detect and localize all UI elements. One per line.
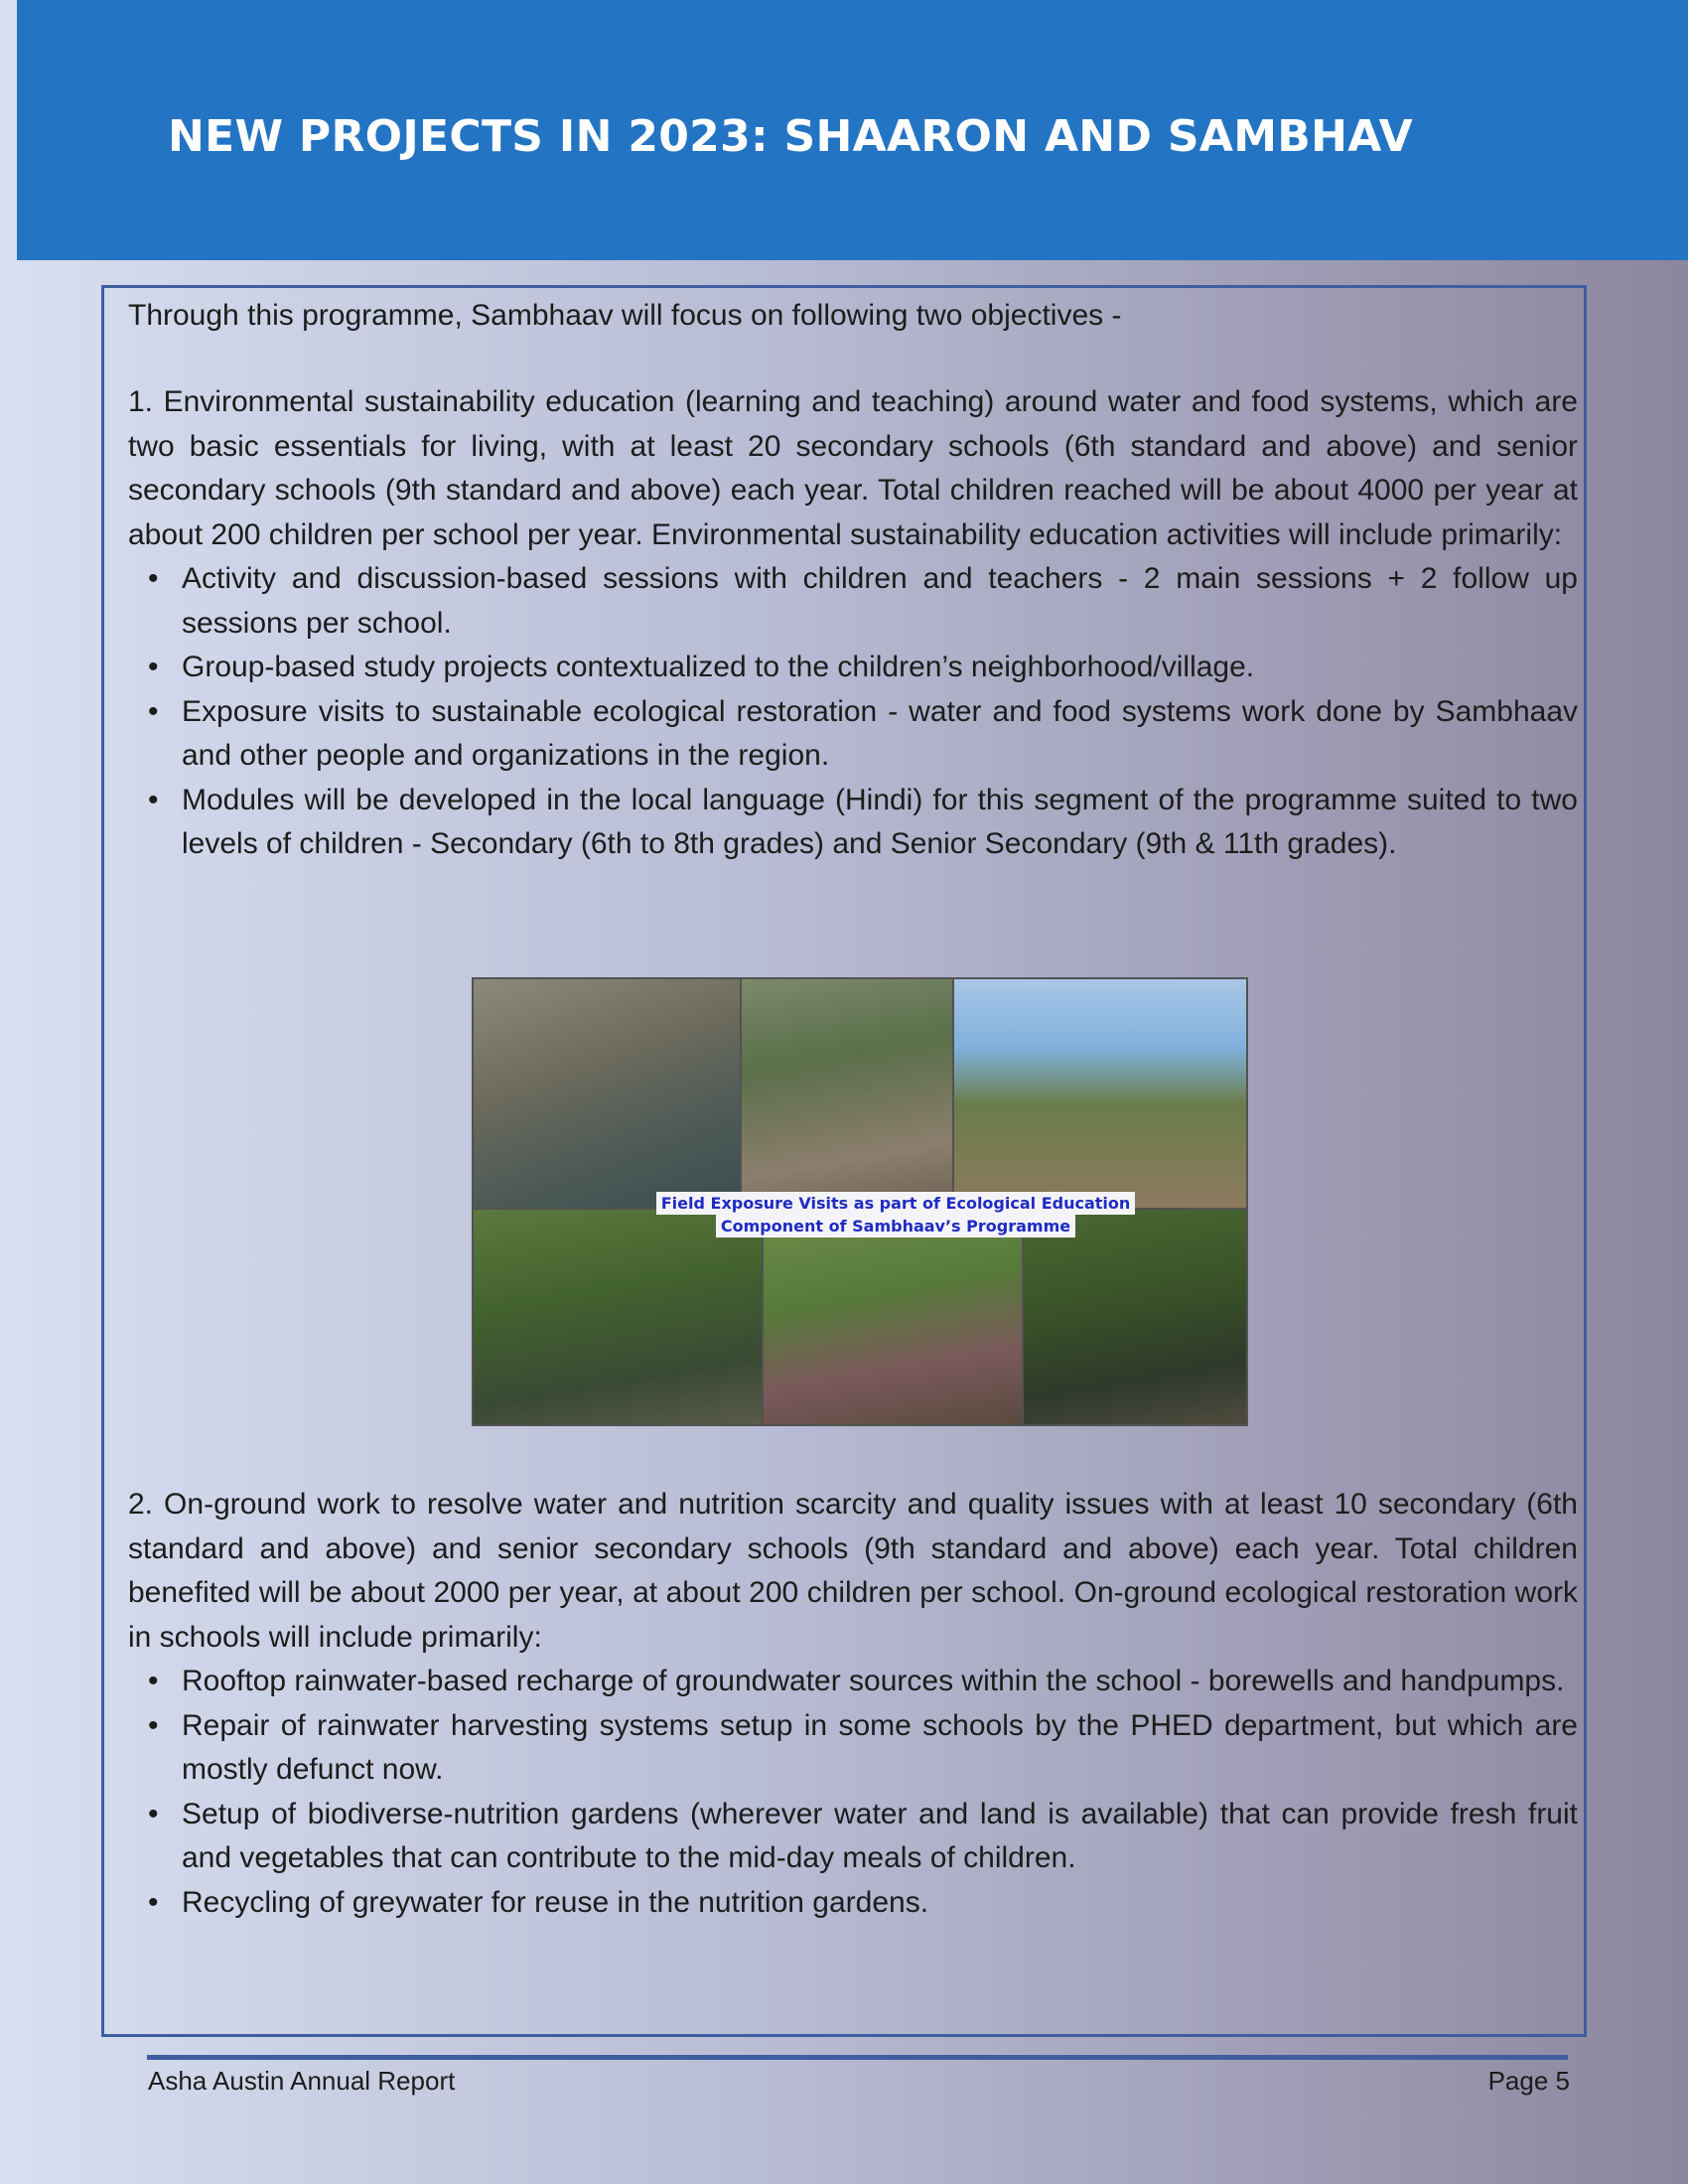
content-box: [101, 285, 1587, 2037]
bullet-item: • Exposure visits to sustainable ecological restoration - water and food systems work done by Sambhaav and other people and organizations in the region.: [128, 690, 1578, 779]
bullet-item: • Modules will be developed in the local language (Hindi) for this segment of the programme suited to two levels of children - Secondary (6th to 8th grades) and Senior Secondary (9th & 11th grades).: [128, 779, 1578, 867]
intro-text: [128, 294, 1578, 339]
page-title: NEW PROJECTS IN 2023: SHAARON AND SAMBHAV: [168, 111, 1413, 162]
caption-line-2: Component of Sambhaav’s Programme: [716, 1215, 1075, 1238]
objective-2-text: 2. On-ground work to resolve water and nutrition scarcity and quality issues with at least 10 secondary (6th standard and above) and senior secondary schools (9th standard and above) each year. Total children benefited will be about 2000 per year, at about 200 children per school. On-ground ecological restoration work in schools will include primarily:: [128, 1488, 1578, 1654]
footer-divider: [147, 2055, 1568, 2060]
footer-report-name: Asha Austin Annual Report: [148, 2066, 456, 2096]
page-number: Page 5: [1487, 2066, 1570, 2096]
caption-line-1: Field Exposure Visits as part of Ecological Education: [656, 1192, 1136, 1215]
objective-1-text: 1. Environmental sustainability education (learning and teaching) around water and food systems, which are two basic essentials for living, with at least 20 secondary schools (6th standard and above) and senior secondary schools (9th standard and above) each year. Total children reached will be about 4000 per year at about 200 children per school per year. Environmental sustainability education activities will include primarily:: [128, 385, 1578, 551]
bullet-item: • Activity and discussion-based sessions with children and teachers - 2 main sessions + 2 follow up sessions per school.: [128, 557, 1578, 646]
photo-caption: [655, 1192, 1136, 1238]
header-banner: [17, 0, 1688, 260]
photo-student-portrait: [1024, 1210, 1246, 1424]
intro-paragraph: Through this programme, Sambhaav will focus on following two objectives -: [128, 299, 1122, 332]
objective-2-bullets: [128, 1660, 1578, 1925]
objective-1-bullets: [128, 557, 1578, 867]
photo-students-walking: [742, 979, 952, 1208]
objective-1: [128, 380, 1578, 867]
photo-school-bus-group: [954, 979, 1246, 1208]
photo-water-tank: [474, 979, 740, 1208]
bullet-item: • Repair of rainwater harvesting systems setup in some schools by the PHED department, but which are mostly defunct now.: [128, 1704, 1578, 1793]
photo-nursery-visit: [764, 1210, 1022, 1424]
bullet-item: • Group-based study projects contextualized to the children’s neighborhood/village.: [128, 646, 1578, 690]
field-visits-photo-collage: [472, 977, 1248, 1426]
objective-2: [128, 1483, 1578, 1925]
bullet-item: • Setup of biodiverse-nutrition gardens (wherever water and land is available) that can provide fresh fruit and vegetables that can contribute to the mid-day meals of children.: [128, 1793, 1578, 1881]
bullet-item: • Rooftop rainwater-based recharge of groundwater sources within the school - borewells and handpumps.: [128, 1660, 1578, 1704]
bullet-item: • Recycling of greywater for reuse in the nutrition gardens.: [128, 1881, 1578, 1926]
photo-forest-group: [474, 1210, 762, 1424]
